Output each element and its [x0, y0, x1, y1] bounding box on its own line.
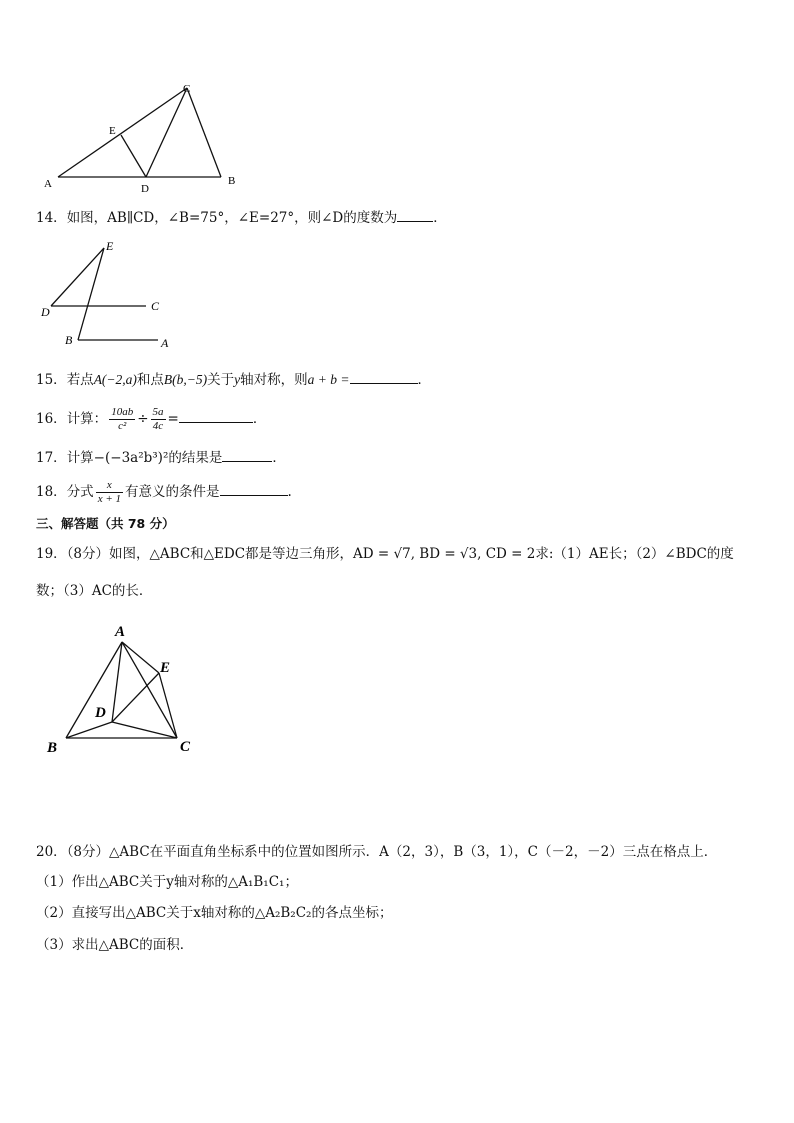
q16-end: ． — [252, 411, 267, 427]
q15-answer-blank[interactable] — [350, 369, 418, 384]
question-20 — [36, 843, 717, 861]
label-B: B — [65, 333, 73, 347]
q18-answer-blank[interactable] — [220, 481, 288, 496]
q20-part-2: （2）直接写出△ABC关于x轴对称的△A₂B₂C₂的各点坐标； — [36, 905, 393, 921]
q16-denominator-2: 4c — [152, 420, 164, 432]
q14-number: 14． — [36, 210, 67, 226]
label-B: B — [228, 175, 236, 187]
q15-point-a: A(−2,a) — [93, 372, 137, 387]
label-C: C — [183, 83, 191, 95]
q18-denominator: x + 1 — [97, 493, 121, 505]
q16-answer-blank[interactable] — [179, 408, 253, 423]
q20-number: 20． — [36, 844, 67, 860]
label-D: D — [41, 305, 50, 319]
label-A: A — [115, 624, 126, 640]
q15-text-4: 轴对称，则 — [240, 372, 308, 388]
q15-expression: a + b = — [307, 372, 350, 387]
label-A: A — [161, 336, 169, 350]
question-16 — [36, 402, 266, 436]
q15-y: y — [234, 372, 241, 387]
q16-fraction-2 — [151, 406, 166, 433]
question-15 — [36, 369, 431, 389]
label-E: E — [160, 660, 171, 676]
label-B: B — [47, 740, 58, 756]
q16-equals: = — [167, 411, 179, 427]
label-D: D — [95, 705, 106, 721]
question-14 — [36, 207, 447, 227]
q16-label: 计算： — [66, 411, 108, 427]
q17-text: 计算−(−3a²b³)²的结果是 — [66, 450, 223, 466]
label-C: C — [180, 739, 191, 755]
question-19 — [36, 545, 734, 563]
q15-point-b: B(b,−5) — [163, 372, 208, 387]
figure-parallel-q14 — [36, 236, 176, 352]
label-E: E — [106, 239, 114, 253]
question-18 — [36, 474, 292, 510]
q18-label: 分式 — [66, 484, 94, 500]
q18-text: 有意义的条件是 — [125, 484, 220, 500]
q14-text: 如图，AB∥CD，∠B=75°，∠E=27°，则∠D的度数为 — [66, 210, 398, 226]
q20-part-3: （3）求出△ABC的面积． — [36, 937, 194, 953]
label-D: D — [141, 183, 149, 195]
q18-number: 18． — [36, 484, 67, 500]
q15-text-3: 关于 — [207, 372, 235, 388]
q18-end: . — [287, 484, 292, 500]
q20-line1: （8分）△ABC在平面直角坐标系中的位置如图所示．A（2，3），B（3，1），C（－2，－2）三点在格点上． — [66, 844, 718, 860]
q15-end: ． — [417, 372, 432, 388]
figure-equilateral-q19 — [40, 620, 210, 760]
q17-number: 17． — [36, 450, 67, 466]
question-19-continued: 数；（3）AC的长． — [36, 583, 153, 599]
q14-end: ． — [433, 210, 447, 226]
q16-operator: ÷ — [137, 411, 149, 427]
section-title: 三、解答题（共 78 分） — [36, 516, 175, 531]
q17-answer-blank[interactable] — [222, 447, 272, 462]
q16-fraction-1 — [109, 406, 135, 433]
q14-answer-blank[interactable] — [397, 207, 433, 222]
q19-number: 19． — [36, 546, 67, 562]
q16-numerator-1: 10ab — [111, 406, 134, 418]
label-C: C — [151, 299, 160, 313]
q15-text-1: 若点 — [66, 372, 94, 388]
q16-denominator-1: c² — [118, 420, 127, 432]
label-A: A — [44, 178, 52, 190]
q15-text-2: 和点 — [136, 372, 164, 388]
q15-number: 15． — [36, 372, 67, 388]
q16-number: 16． — [36, 411, 67, 427]
question-17 — [36, 447, 286, 467]
q19-line1: （8分）如图，△ABC和△EDC都是等边三角形，AD = √7, BD = √3, CD = 2求:（1）AE长；（2）∠BDC的度 — [66, 546, 734, 562]
q18-fraction — [96, 479, 123, 506]
figure-triangle-q13 — [40, 80, 250, 200]
q18-numerator: x — [96, 479, 123, 493]
q20-part-1: （1）作出△ABC关于y轴对称的△A₁B₁C₁； — [36, 874, 298, 890]
q17-end: ． — [272, 450, 286, 466]
label-E: E — [109, 125, 116, 137]
q16-numerator-2: 5a — [152, 406, 164, 418]
